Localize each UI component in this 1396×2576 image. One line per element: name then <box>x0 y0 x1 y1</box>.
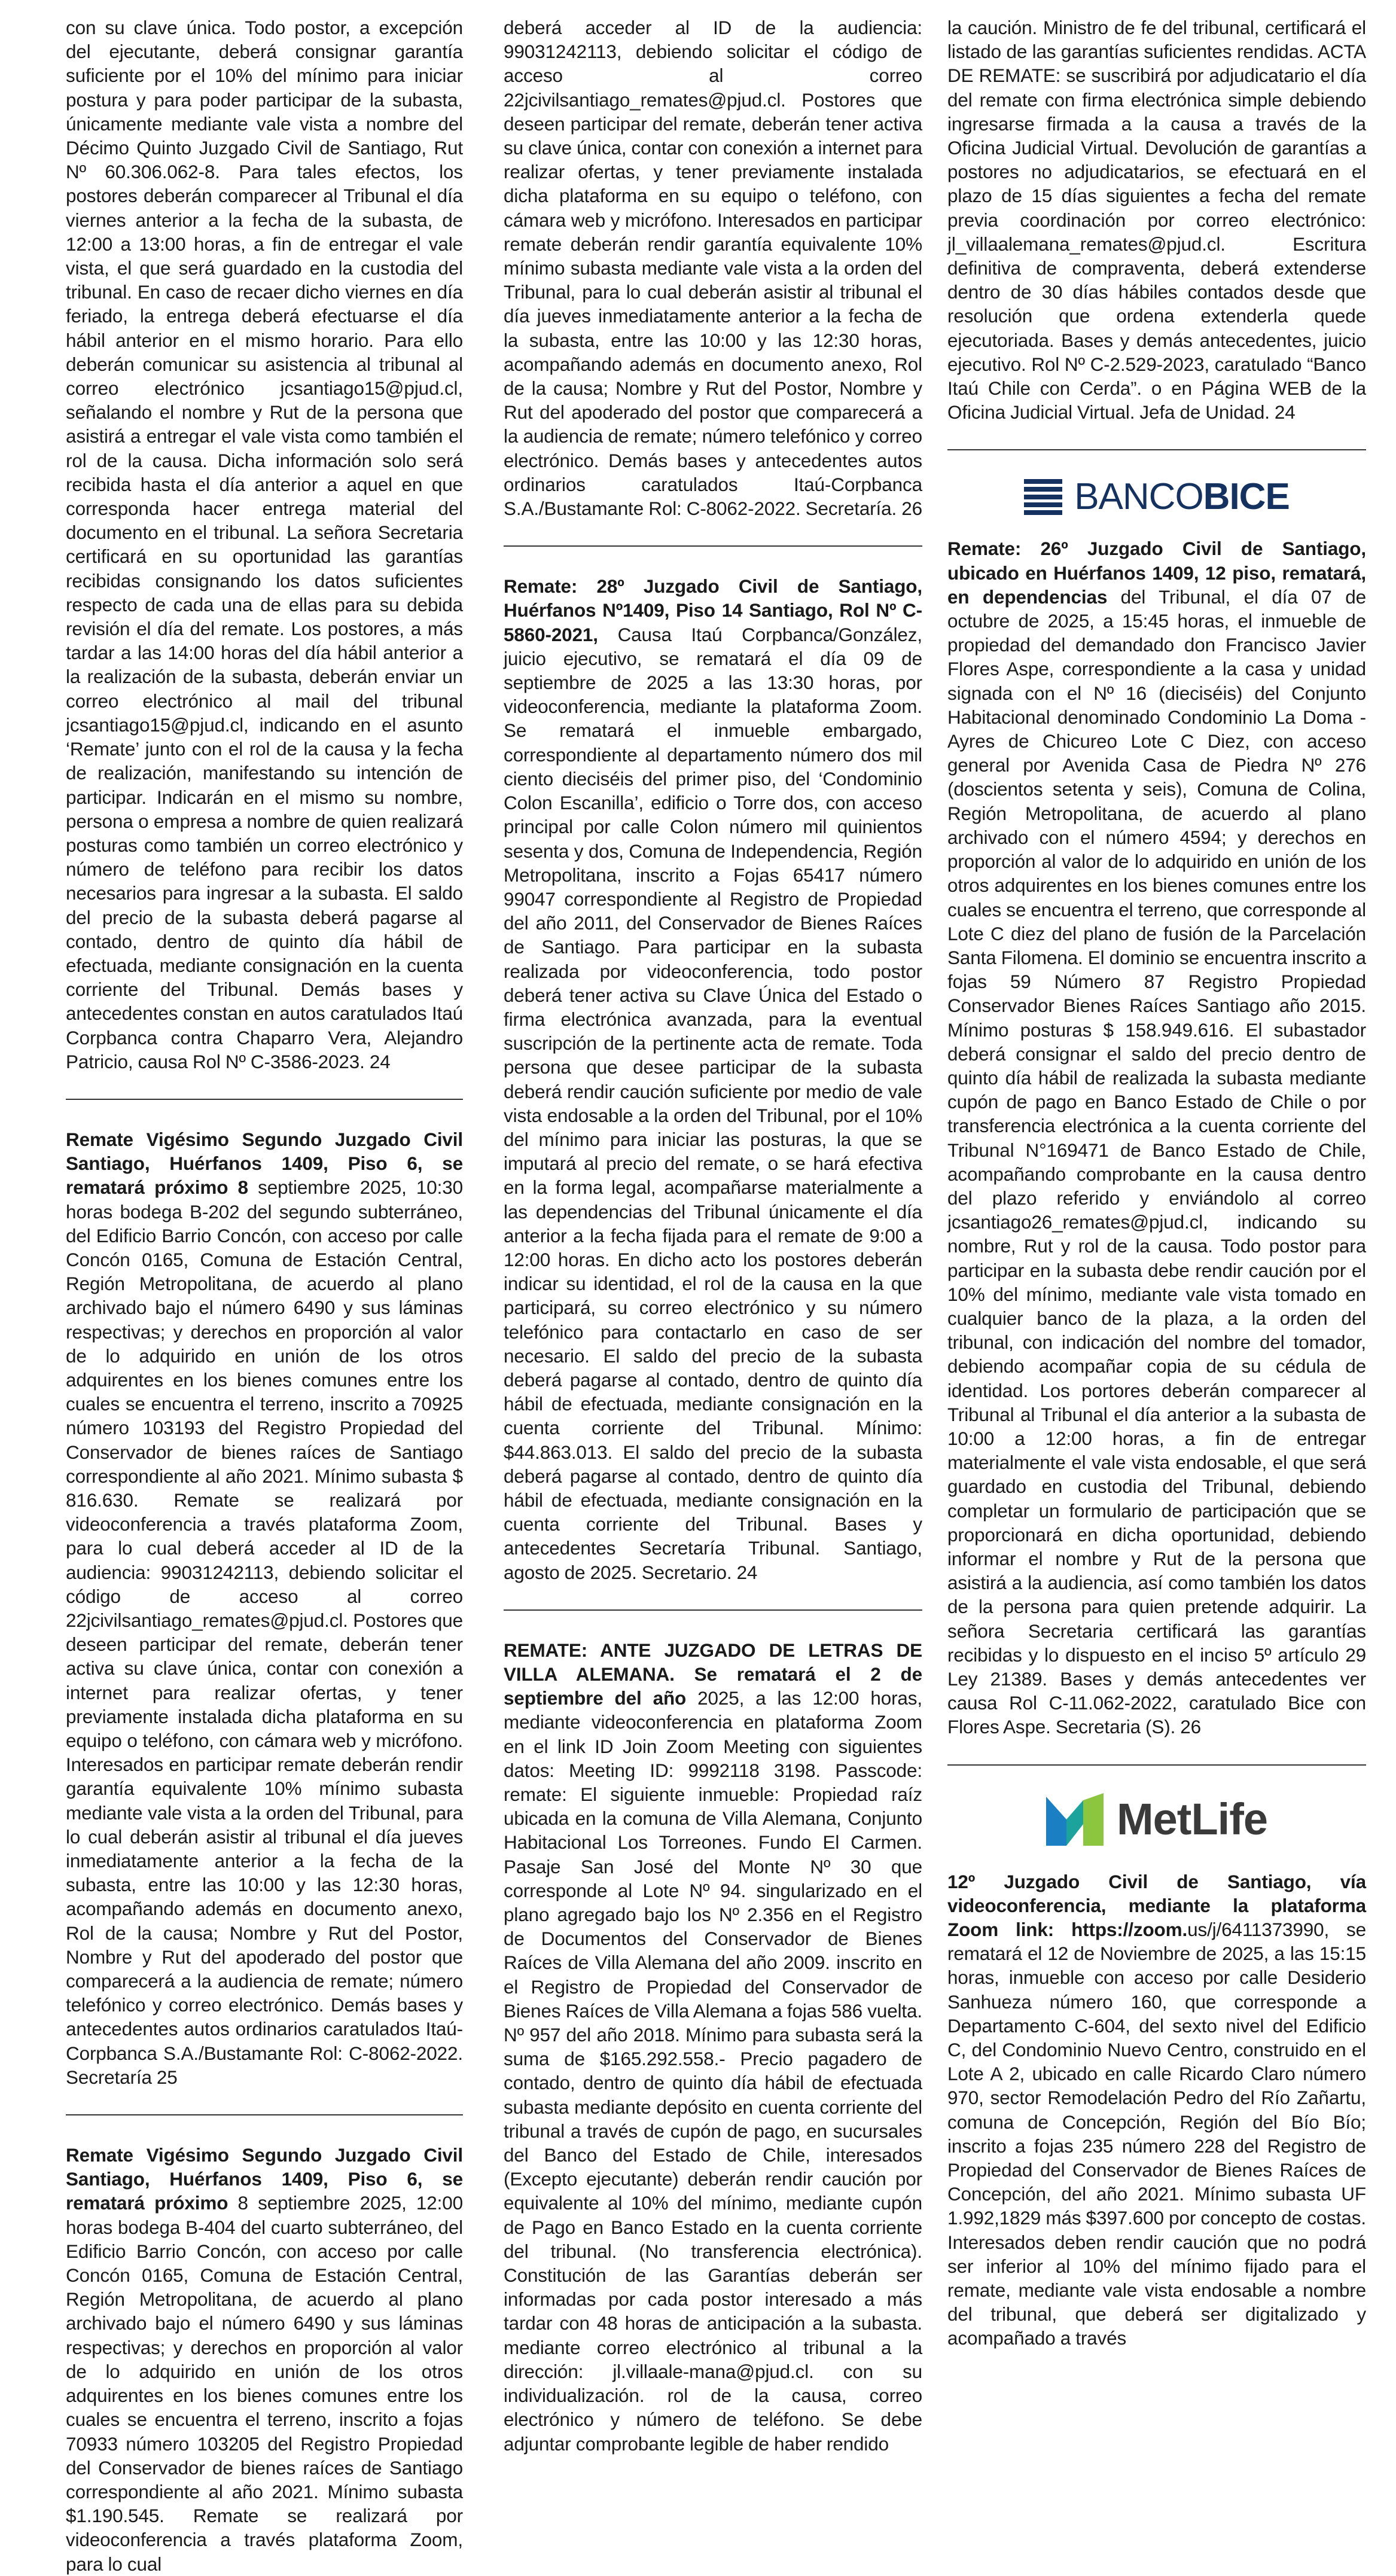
banco-bice-logo <box>947 478 1366 516</box>
legal-notice <box>947 16 1366 424</box>
notice-text: la caución. Ministro de fe del tribunal, certificará el listado de las garantías suficientes rendidas. ACTA DE REMATE: se suscribirá por adjudicatario el día del remate con firma electrónica simple debiendo ingresarse firmada a la causa a través de la Oficina Judicial Virtual. Devolución de garantías a postores no adjudicatarios, se efectuará en el plazo de 15 días siguientes a fecha del remate previa coordinación por correo electrónico: jl_villaalemana_remates@pjud.cl. Escritura definitiva de compraventa, deberá extenderse dentro de 30 días hábiles contados desde que resolución que ordena extenderla quede ejecutoriada. Bases y demás antecedentes, juicio ejecutivo. Rol Nº C-2.529-2023, caratulado “Banco Itaú Chile con Cerda”. o en Página WEB de la Oficina Judicial Virtual. Jefa de Unidad. 24 <box>947 17 1366 423</box>
notice-heading: Remate: 28º Juzgado Civil de Santiago, Huérfanos Nº1409, Piso 14 Santiago, Rol Nº C-5860-2021, <box>504 575 922 645</box>
legal-notice <box>504 574 922 1584</box>
notice-heading: Remate Vigésimo Segundo Juzgado Civil Santiago, Huérfanos 1409, Piso 6, se rematará próximo <box>66 2144 463 2214</box>
legal-notice <box>66 1127 463 2089</box>
notice-heading: Remate Vigésimo Segundo Juzgado Civil Santiago, Huérfanos 1409, Piso 6, se rematará próximo 8 <box>66 1128 463 1199</box>
notice-text: 8 septiembre 2025, 12:00 horas bodega B-404 del cuarto subterráneo, del Edificio Barrio Concón, con acceso por calle Concón 0165, Comuna de Estación Central, Región Metropolitana, de acuerdo al plano archivado bajo el número 6490 y sus láminas respectivas; y derechos en proporción al valor de lo adquirido en unión de los otros adquirentes en los bienes comunes entre los cuales se encuentra el terreno, inscrito a fojas 70933 número 103205 del Registro Propiedad del Conservador de bienes raíces de Santiago correspondiente al año 2021. Mínimo subasta $1.190.545. Remate se realizará por videoconferencia a través plataforma Zoom, para lo cual <box>66 2192 463 2575</box>
notice-text: deberá acceder al ID de la audiencia: 99031242113, debiendo solicitar el código de acceso al correo 22jcivilsantiago_remates@pjud.cl. Postores que deseen participar del remate, deberán tener activa su clave única, contar con conexión a internet para realizar ofertas, y tener previamente instalada dicha plataforma en su equipo o teléfono, con cámara web y micrófono. Interesados en participar remate deberán rendir garantía equivalente 10% mínimo subasta mediante vale vista a la orden del Tribunal, para lo cual deberán asistir al tribunal el día jueves inmediatamente anterior a la fecha de la subasta, entre las 10:00 y las 12:30 horas, acompañando además en documento anexo, Rol de la causa; Nombre y Rut del Postor, Nombre y Rut del apoderado del postor que comparecerá a la audiencia de remate; número telefónico y correo electrónico. Demás bases y antecedentes autos ordinarios caratulados Itaú-Corpbanca S.A./Bustamante Rol: C-8062-2022. Secretaría. 26 <box>504 17 922 520</box>
legal-notice <box>66 2143 463 2576</box>
divider <box>66 2114 463 2115</box>
divider <box>947 449 1366 450</box>
divider <box>947 1764 1366 1766</box>
metlife-logo <box>947 1793 1366 1846</box>
column-1 <box>66 16 463 2576</box>
notice-text: septiembre 2025, 10:30 horas bodega B-202 del segundo subterráneo, del Edificio Barrio Concón, con acceso por calle Concón 0165, Comuna de Estación Central, Región Metropolitana, de acuerdo al plano archivado bajo el número 6490 y sus láminas respectivas; y derechos en proporción al valor de lo adquirido en unión de los otros adquirentes en los bienes comunes entre los cuales se encuentra el terreno, inscrito a 70925 número 103193 del Registro Propiedad del Conservador de bienes raíces de Santiago correspondiente al año 2021. Mínimo subasta $ 816.630. Remate se realizará por videoconferencia a través plataforma Zoom, para lo cual deberá acceder al ID de la audiencia: 99031242113, debiendo solicitar el código de acceso al correo 22jcivilsantiago_remates@pjud.cl. Postores que deseen participar del remate, deberán tener activa su clave única, contar con conexión a internet para realizar ofertas, y tener previamente instalada dicha plataforma en su equipo o teléfono, con cámara web y micrófono. Interesados en participar remate deberán rendir garantía equivalente 10% mínimo subasta mediante vale vista a la orden del Tribunal, para lo cual deberán asistir al tribunal el día jueves inmediatamente anterior a la fecha de la subasta, entre las 10:00 y las 12:30 horas, acompañando además en documento anexo, Rol de la causa; Nombre y Rut del Postor, Nombre y Rut del apoderado del postor que comparecerá a la audiencia de remate; número telefónico y correo electrónico. Demás bases y antecedentes autos ordinarios caratulados Itaú-Corpbanca S.A./Bustamante Rol: C-8062-2022. Secretaría 25 <box>66 1176 463 2088</box>
notice-text: Causa Itaú Corpbanca/González, juicio ejecutivo, se rematará el día 09 de septiembre de 2025 a las 13:30 horas, por videoconferencia, mediante la plataforma Zoom. Se rematará el inmueble embargado, correspondiente al departamento número dos mil ciento dieciséis del primer piso, del ‘Condominio Colon Escanilla’, edificio o Torre dos, con acceso principal por calle Colon número mil quinientos sesenta y dos, Comuna de Independencia, Región Metropolitana, inscrito a Fojas 65417 número 99047 correspondiente al Registro de Propiedad del año 2011, del Conservador de Bienes Raíces de Santiago. Para participar en la subasta realizada por videoconferencia, todo postor deberá tener activa su Clave Única del Estado o firma electrónica avanzada, para la eventual suscripción de la pertinente acta de remate. Toda persona que desee participar de la subasta deberá rendir caución suficiente por medio de vale vista endosable a la orden del Tribunal, por el 10% del mínimo para iniciar las posturas, la que se imputará al precio del remate, o se hará efectiva en la forma legal, acompañarse materialmente a las dependencias del Tribunal únicamente el día anterior a la fecha fijada para el remate de 9:00 a 12:00 horas. En dicho acto los postores deberán indicar su identidad, el rol de la causa en la que participará, su correo electrónico y su número telefónico para contactarlo en caso de ser necesario. El saldo del precio de la subasta deberá pagarse al contado, dentro de quinto día hábil de efectuada, mediante consignación en la cuenta corriente del Tribunal. Mínimo: $44.863.013. El saldo del precio de la subasta deberá pagarse al contado, dentro de quinto día hábil de efectuada, mediante consignación en la cuenta corriente del Tribunal. Bases y antecedentes Secretaría Tribunal. Santiago, agosto de 2025. Secretario. 24 <box>504 623 922 1583</box>
legal-notice <box>504 1638 922 2456</box>
notice-text: us/j/6411373990, se rematará el 12 de Noviembre de 2025, a las 15:15 horas, inmueble con acceso por calle Desiderio Sanhueza número 160, que corresponde a Departamento C-604, del sexto nivel del Edificio C, del Condominio Nuevo Centro, construido en el Lote A 2, ubicado en calle Ricardo Claro número 970, sector Remodelación Pedro del Río Zañartu, comuna de Concepción, Región del Bío Bío; inscrito a fojas 235 número 228 del Registro de Propiedad del Conservador de Bienes Raíces de Concepción, del año 2021. Mínimo subasta UF 1.992,1829 más $397.600 por concepto de costas. Interesados deben rendir caución que no podrá ser inferior al 10% del mínimo fijado para el remate, mediante vale vista endosable a nombre del tribunal, que deberá ser digitalizado y acompañado a través <box>947 1919 1367 2349</box>
bice-bars-icon <box>1024 479 1062 515</box>
notice-heading: 12º Juzgado Civil de Santiago, vía videoconferencia, mediante la plataforma Zoom link: https://zoom. <box>947 1870 1366 1941</box>
notice-heading: Remate: 26º Juzgado Civil de Santiago, ubicado en Huérfanos 1409, 12 piso, rematará, en dependencias <box>947 538 1366 608</box>
legal-notice <box>66 16 463 1074</box>
notice-text: del Tribunal, el día 07 de octubre de 2025, a 15:45 horas, el inmueble de propiedad del demandado don Francisco Javier Flores Aspe, correspondiente a la casa y unidad signada con el Nº 16 (dieciséis) del Conjunto Habitacional denominado Condominio La Doma - Ayres de Chicureo Lote C Diez, con acceso general por Avenida Casa de Piedra Nº 276 (doscientos setenta y seis), Comuna de Colina, Región Metropolitana, de acuerdo al plano archivado con el número 4594; y derechos en proporción al valor de lo adquirido en unión de los otros adquirentes en los bienes comunes entre los cuales se encuentra el terreno, que corresponde al Lote C diez del plano de fusión de la Parcelación Santa Filomena. El dominio se encuentra inscrito a fojas 59 Número 87 Registro Propiedad Conservador Bienes Raíces Santiago año 2015. Mínimo posturas $ 158.949.616. El subastador deberá consignar el saldo del precio dentro de quinto día hábil de realizada la subasta mediante cupón de pago en Banco Estado de Chile o por transferencia electrónica a la cuenta corriente del Tribunal N°169471 de Banco Estado de Chile, acompañando comprobante en la causa dentro del plazo referido y enviándolo al correo jcsantiago26_remates@pjud.cl, indicando su nombre, Rut y rol de la causa. Todo postor para participar en la subasta debe rendir caución por el 10% del mínimo, mediante vale vista tomado en cualquier banco de la plaza, a la orden del tribunal, con indicación del nombre del tomador, debiendo acompañar copia de su cédula de identidad. Los portores deberán comparecer al Tribunal al Tribunal el día anterior a la subasta de 10:00 a 12:00 horas, a fin de entregar materialmente el vale vista endosable, el que será guardado en custodia del Tribunal, debiendo completar un formulario de participación que se proporcionará en dicha oportunidad, debiendo informar el nombre y Rut de la persona que asistirá a la audiencia, así como también los datos de la persona para quien pretende adquirir. La señora Secretaria certificará las garantías recibidas y lo dispuesto en el inciso 5º artículo 29 Ley 21389. Bases y demás antecedentes ver causa Rol C-11.062-2022, caratulado Bice con Flores Aspe. Secretaria (S). 26 <box>947 586 1366 1738</box>
divider <box>66 1099 463 1100</box>
notice-text: 2025, a las 12:00 horas, mediante videoconferencia en plataforma Zoom en el link ID Join Zoom Meeting con siguientes datos: Meeting ID: 9992118 3198. Passcode: remate: El siguiente inmueble: Propiedad raíz ubicada en la comuna de Villa Alemana, Conjunto Habitacional Los Torreones. Fundo El Carmen. Pasaje San José del Monte Nº 30 que corresponde al Lote Nº 94. singularizado en el plano agregado bajo los Nº 2.356 en el Registro de Documentos del Conservador de Bienes Raíces de Villa Alemana del año 2009. inscrito en el Registro de Propiedad del Conservador de Bienes Raíces de Villa Alemana a fojas 586 vuelta. Nº 957 del año 2018. Mínimo para subasta será la suma de $165.292.558.- Precio pagadero de contado, dentro de quinto día hábil de efectuada subasta mediante depósito en cuenta corriente del tribunal a través de cupón de pago, en sucursales del Banco del Estado de Chile, interesados (Excepto ejecutante) deberán rendir caución por equivalente al 10% del mínimo, mediante cupón de Pago en Banco Estado en la cuenta corriente del tribunal. (No transferencia electrónica). Constitución de las Garantías deberán ser informadas por cada postor interesado a más tardar con 48 horas de anticipación a la subasta. mediante correo electrónico al tribunal a la dirección: jl.villaale-mana@pjud.cl. con su individualización. rol de la causa, correo electrónico y número de teléfono. Se debe adjuntar comprobante legible de haber rendido <box>504 1687 923 2455</box>
legal-notice <box>947 536 1366 1739</box>
legal-notice <box>947 1870 1366 2351</box>
legal-notice <box>504 16 922 520</box>
notice-heading: REMATE: ANTE JUZGADO DE LETRAS DE VILLA ALEMANA. Se rematará el 2 de septiembre del año <box>504 1639 922 1709</box>
metlife-wordmark: MetLife <box>1117 1794 1267 1845</box>
metlife-m-icon <box>1046 1793 1104 1846</box>
bice-wordmark: BANCOBICE <box>1074 476 1290 518</box>
notice-text: con su clave única. Todo postor, a excepción del ejecutante, deberá consignar garantía suficiente por el 10% del mínimo para iniciar postura y para poder participar de la subasta, únicamente mediante vale vista a nombre del Décimo Quinto Juzgado Civil de Santiago, Rut Nº 60.306.062-8. Para tales efectos, los postores deberán comparecer al Tribunal el día viernes anterior a la fecha de la subasta, de 12:00 a 13:00 horas, a fin de entregar el vale vista, el que será guardado en la custodia del tribunal. En caso de recaer dicho viernes en día feriado, la entrega deberá efectuarse el día hábil anterior en el mismo horario. Para ello deberán comunicar su asistencia al tribunal al correo electrónico jcsantiago15@pjud.cl, señalando el nombre y Rut de la persona que asistirá a entregar el vale vista como también el rol de la causa. Dicha información solo será recibida hasta el día anterior a aquel en que corresponda hacer entrega material del documento en el tribunal. La señora Secretaria certificará en su oportunidad las garantías recibidas consignando los datos suficientes respecto de cada una de ellas para su debida revisión el día del remate. Los postores, a más tardar a las 14:00 horas del día hábil anterior a la realización de la subasta, deberán enviar un correo electrónico al mail del tribunal jcsantiago15@pjud.cl, indicando en el asunto ‘Remate’ junto con el rol de la causa y la fecha de realización, manifestando su intención de participar. Indicarán en el mismo su nombre, persona o empresa a nombre de quien realizará posturas como también un correo electrónico y número de teléfono para recibir los datos necesarios para ingresar a la subasta. El saldo del precio de la subasta deberá pagarse al contado, dentro de quinto día hábil de efectuada, mediante consignación en la cuenta corriente del Tribunal. Demás bases y antecedentes constan en autos caratulados Itaú Corpbanca contra Chaparro Vera, Alejandro Patricio, causa Rol Nº C-3586-2023. 24 <box>66 17 463 1072</box>
column-3 <box>947 16 1366 2351</box>
column-2 <box>504 16 922 2456</box>
divider <box>504 1609 922 1611</box>
divider <box>504 545 922 547</box>
